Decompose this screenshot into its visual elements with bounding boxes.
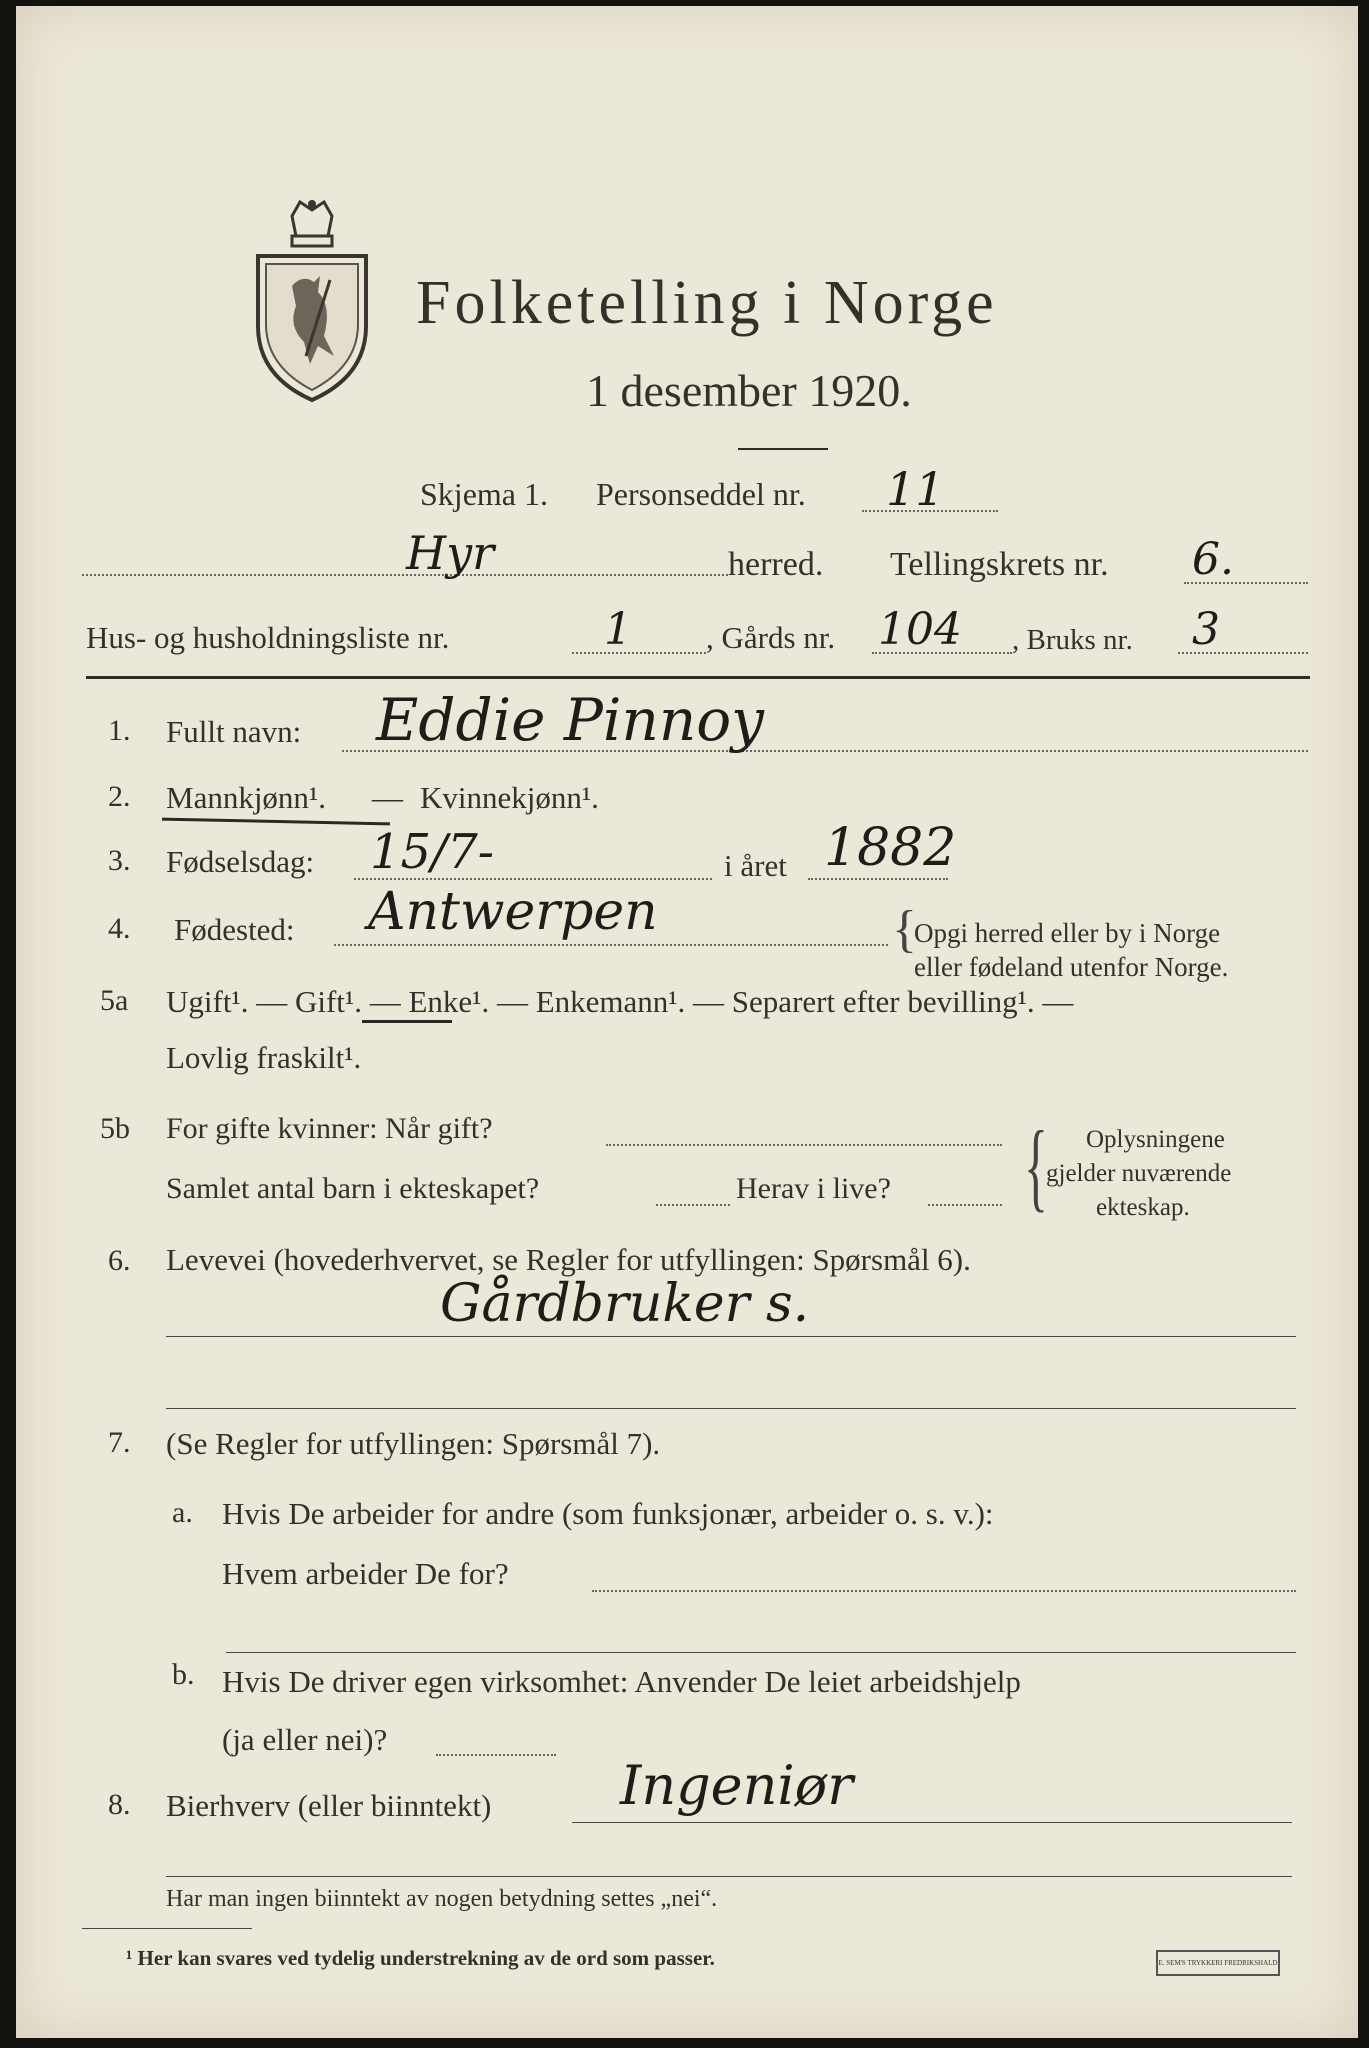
q5b-number: 5b (100, 1112, 130, 1145)
q4-note-brace: { (892, 901, 917, 958)
census-form (16, 6, 1358, 2038)
personseddel-label: Personseddel nr. (596, 476, 806, 512)
gards-value[interactable]: 104 (878, 604, 962, 655)
q5b-line2b: Herav i live? (736, 1172, 891, 1205)
q5b-note-brace: { (1024, 1110, 1048, 1221)
header-divider (86, 676, 1310, 679)
gards-label: , Gårds nr. (706, 620, 836, 655)
q6-number: 6. (108, 1244, 131, 1277)
skjema-label: Skjema 1. (420, 476, 548, 512)
q5b-alive-line (928, 1204, 1002, 1206)
q5b-line2a: Samlet antal barn i ekteskapet? (166, 1172, 540, 1205)
q5a-line2: Lovlig fraskilt¹. (166, 1040, 362, 1075)
q2-male: Mannkjønn¹. (166, 780, 326, 815)
herred-line (82, 574, 728, 576)
q7b-answer-line (436, 1754, 556, 1756)
q8-label: Bierhverv (eller biinntekt) (166, 1788, 492, 1823)
q7a-answer-line (592, 1590, 1296, 1592)
q4-value[interactable]: Antwerpen (368, 882, 658, 942)
printer-stamp: E. SEM'S TRYKKERI FREDRIKSHALD (1156, 1950, 1280, 1976)
q5a-gift-underline (362, 1020, 452, 1023)
q6-line2 (166, 1408, 1296, 1409)
q5b-children-line (656, 1204, 730, 1206)
q5b-line1: For gifte kvinner: Når gift? (166, 1112, 493, 1145)
q6-line1 (166, 1336, 1296, 1337)
coat-of-arms-icon (248, 196, 376, 406)
q2-male-underline (162, 818, 390, 826)
q7a-line2: Hvem arbeider De for? (222, 1556, 509, 1591)
q2-sep: — (372, 780, 403, 815)
q8-value[interactable]: Ingeniør (620, 1754, 854, 1817)
bruks-value[interactable]: 3 (1192, 604, 1220, 655)
q3-year-line (808, 878, 948, 880)
q6-value[interactable]: Gårdbruker s. (440, 1274, 810, 1334)
q4-note-line2: eller fødeland utenfor Norge. (914, 952, 1229, 982)
herred-label: herred. (728, 546, 824, 583)
title-divider (738, 448, 828, 450)
footnote: ¹ Her kan svares ved tydelig understrekning av de ord som passer. (126, 1946, 715, 1970)
q5b-note1: Oplysningene (1086, 1126, 1225, 1153)
q8-number: 8. (108, 1788, 131, 1821)
herred-value[interactable]: Hyr (406, 526, 495, 580)
q1-value[interactable]: Eddie Pinnoy (376, 686, 764, 754)
hus-line (572, 652, 706, 654)
q6-label: Levevei (hovederhvervet, se Regler for utfyllingen: Spørsmål 6). (166, 1242, 971, 1277)
q5a-line1: Ugift¹. — Gift¹. — Enke¹. — Enkemann¹. — Separert efter bevilling¹. — (166, 984, 1074, 1019)
q7-label: (Se Regler for utfyllingen: Spørsmål 7). (166, 1426, 661, 1461)
q7a-line1: Hvis De arbeider for andre (som funksjonær, arbeider o. s. v.): (222, 1496, 994, 1531)
q4-label: Fødested: (174, 912, 295, 947)
hus-label: Hus- og husholdningsliste nr. (86, 620, 450, 655)
hus-value[interactable]: 1 (604, 604, 632, 655)
q3-number: 3. (108, 844, 131, 877)
form-title: Folketelling i Norge (416, 269, 998, 337)
q8-line (572, 1822, 1292, 1823)
q3-year-label: i året (724, 848, 787, 883)
tellingskrets-label: Tellingskrets nr. (890, 546, 1109, 583)
q2-number: 2. (108, 780, 131, 813)
q7-number: 7. (108, 1426, 131, 1459)
q4-note-line1: Opgi herred eller by i Norge (914, 918, 1221, 948)
tellingskrets-value[interactable]: 6. (1192, 534, 1234, 585)
q4-number: 4. (108, 912, 131, 945)
q1-label: Fullt navn: (166, 714, 302, 749)
q5b-married-line (606, 1144, 1002, 1146)
q3-year-value[interactable]: 1882 (824, 818, 957, 878)
q7a-letter: a. (172, 1496, 193, 1529)
q3-label: Fødselsdag: (166, 844, 315, 879)
q5b-note2: gjelder nuværende (1046, 1160, 1232, 1187)
q8-extra-line (166, 1876, 1292, 1877)
q7a-extra-line (226, 1652, 1296, 1653)
q1-number: 1. (108, 714, 131, 747)
form-date: 1 desember 1920. (586, 365, 912, 416)
q7b-line1: Hvis De driver egen virksomhet: Anvender De leiet arbeidshjelp (222, 1664, 1021, 1699)
q5b-note3: ekteskap. (1096, 1194, 1190, 1221)
q5a-number: 5a (100, 984, 129, 1017)
footnote-divider (82, 1928, 252, 1929)
bruks-label: , Bruks nr. (1012, 624, 1133, 656)
q7b-letter: b. (172, 1658, 195, 1691)
q4-line (334, 944, 888, 946)
q3-day-value[interactable]: 15/7- (370, 824, 495, 880)
personseddel-value[interactable]: 11 (886, 462, 945, 516)
footer-note: Har man ingen biinntekt av nogen betydning settes „nei“. (166, 1886, 718, 1912)
q7b-line2: (ja eller nei)? (222, 1722, 388, 1757)
q2-female: Kvinnekjønn¹. (420, 780, 599, 815)
